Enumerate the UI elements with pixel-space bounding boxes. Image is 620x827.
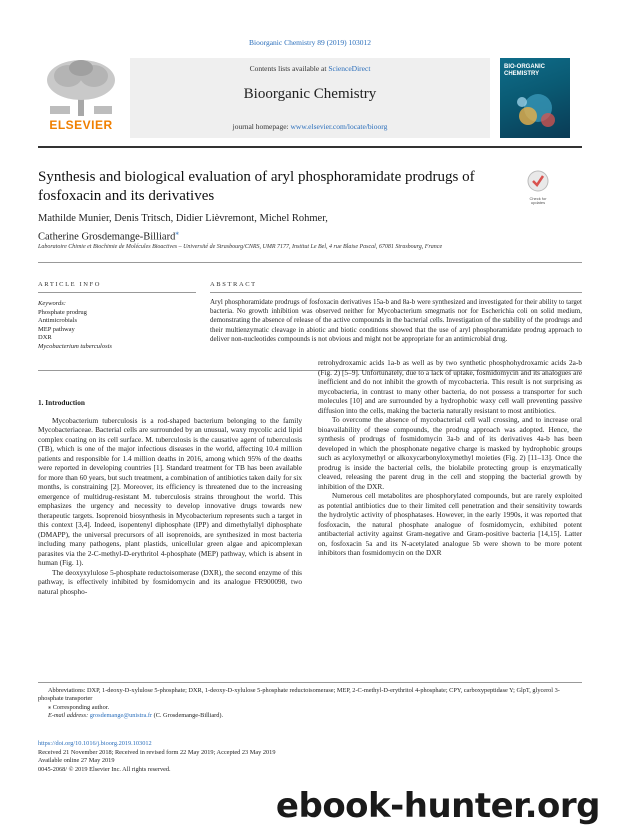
article-info-heading: ARTICLE INFO	[38, 281, 102, 288]
journal-title: Bioorganic Chemistry	[243, 86, 377, 102]
keywords-block	[38, 300, 196, 351]
header-rule	[38, 146, 582, 148]
received-dates: Received 21 November 2018; Received in revised form 22 May 2019; Accepted 23 May 2019	[38, 748, 276, 756]
contents-prefix: Contents lists available at	[249, 64, 329, 73]
email-suffix: (C. Grosdemange-Billiard).	[152, 711, 224, 719]
homepage-link[interactable]: www.elsevier.com/locate/bioorg	[290, 122, 388, 131]
cover-title: BIO-ORGANIC CHEMISTRY	[504, 64, 545, 77]
body-right-column	[318, 358, 582, 558]
contents-line	[130, 64, 490, 73]
footnote-rule	[38, 682, 582, 683]
body-paragraph: To overcome the absence of mycobacterial cell wall crossing, and to increase oral bioavailability of these compounds, the prodrug approach was adopted. Hence, the synthesis of prodrugs of fosmidomycin 3a-b and of its derivatives 4a-b has been developed in which the phosphonate negative charge is masked by hydrophobic groups such as acyloxymethyl or alkoxycarbonyloxymethyl moieties (Fig. 2) [11–13]. Once the prodrug is inside the bacterial cells, the biolabile protecting group is enzymatically cleaved, releasing the parent drug in the cell and stopping the bacterial growth by inhibition of the DXR.	[318, 415, 582, 491]
footnotes	[38, 687, 582, 720]
body-paragraph: The deoxyxylulose 5-phosphate reductoisomerase (DXR), the second enzyme of this pathway, is effectively inhibited by fosmidomycin and its analogue FR900098, two natural phospho-	[38, 567, 302, 596]
keyword-item: DXR	[38, 334, 52, 341]
corresponding-author-note: ⁎ Corresponding author.	[48, 703, 110, 711]
keyword-item: Mycobacterium tuberculosis	[38, 342, 112, 350]
author-list	[38, 212, 518, 245]
article-info-rule	[38, 292, 196, 293]
doi-link[interactable]: https://doi.org/10.1016/j.bioorg.2019.103012	[38, 740, 152, 747]
article-metadata	[38, 740, 582, 774]
crossmark-badge[interactable]	[526, 170, 550, 205]
abstract-heading: ABSTRACT	[210, 281, 257, 288]
publisher-wordmark: ELSEVIER	[49, 118, 113, 132]
body-paragraph: retrohydroxamic acids 1a-b as well as by two synthetic phosphohydroxamic acids 2a-b (Fig. 2) [5–9]. Unfortunately, due to a lack of uptake, fosmidomycin and its analogues are inefficient and do not inhibit the growth of mycobacteria. This result is not surprising as mycobacteria, in contrast to many other bacteria, do not possess a transporter for such molecules [10] and are surrounded by a hydrophobic waxy cell wall preventing passive diffusion into the cells, making the bacteria naturally resistant to most antibiotics.	[318, 358, 582, 415]
affiliation-rule	[38, 262, 582, 263]
journal-reference[interactable]: Bioorganic Chemistry 89 (2019) 103012	[249, 38, 371, 47]
article-title: Synthesis and biological evaluation of aryl phosphoramidate prodrugs of fosfoxacin and its derivatives	[38, 169, 475, 204]
section-heading-introduction: 1. Introduction	[38, 398, 85, 407]
keyword-item: Antimicrobials	[38, 317, 77, 324]
corresponding-author-mark[interactable]: ⁎	[175, 229, 179, 237]
authors-line-2: Catherine Grosdemange-Billiard	[38, 231, 176, 243]
site-watermark: ebook-hunter.org	[275, 786, 600, 826]
email-link[interactable]: grosdemange@unistra.fr	[89, 711, 153, 719]
homepage-prefix: journal homepage:	[232, 122, 291, 131]
body-left-column	[38, 398, 302, 596]
authors-line-1: Mathilde Munier, Denis Tritsch, Didier Lièvremont, Michel Rohmer,	[38, 213, 328, 224]
abstract-rule	[210, 292, 582, 293]
keyword-item: Phosphate prodrug	[38, 308, 87, 316]
keywords-label: Keywords:	[38, 300, 66, 307]
email-prefix: E-mail address:	[48, 711, 90, 719]
abstract-text: Aryl phosphoramidate prodrugs of fosfoxacin derivatives 15a-b and 8a-b were synthesized and investigated for their ability to target bacteria. No growth inhibition was observed neither for Mycobacterium smegmatis nor for Escherichia coli on solid medium, demonstrating the absence of release of the active compounds in the bacterial cells. Investigation of the stability of the prodrugs and their multienzymatic cleavage in abiotic and biotic conditions showed that the use of aryl phosphoramidate prodrug approach to deliver non-nucleotides compounds is not obvious and might not be appropriate for an antimicrobial drug.	[210, 298, 582, 343]
check-for-updates-icon	[526, 170, 550, 192]
available-online: Available online 27 May 2019	[38, 757, 115, 764]
body-paragraph: Numerous cell metabolites are phosphorylated compounds, but are rarely exploited as potential antibiotics due to their limited cell penetration and their sensitivity towards the hydrolytic activity of phosphatases. However, in the early 1990s, it was reported that fosfoxacin, the natural phosphate analogue of fosmidomycin, exhibited potent antibacterial activity against Gram-negative and Gram-positive bacteria [14,15]. Latter on, fosfoxacin 5a and its N-acetylated analogue 5b were shown to be more potent inhibitors than fosmidomycin on the DXR	[318, 491, 582, 557]
keyword-item: MEP pathway	[38, 325, 75, 333]
crossmark-label: Check for updates	[529, 196, 547, 205]
email-note	[38, 712, 582, 720]
body-paragraph: Mycobacterium tuberculosis is a rod-shaped bacterium belonging to the family Mycobacteriaceae. Bacterial cells are surrounded by an unusual, waxy mycolic acid lipid complex coating on its cell surface. M. tuberculosis is the causative agent of tuberculosis (TB), which is one of the major infectious diseases in the world, affecting 10.4 million patients and responsible for 1.4 million deaths in 2016, among which 95% of the deaths were reported in developing countries [1]. Standard treatment for TB has been available for more than 60 years, but such treatment, a combination of antibiotics taken daily for six months, is constraining [2]. Moreover, its efficiency is threatened due to the increasing emergence of multidrug-resistant M. tuberculosis strains throughout the world. This emphasizes the urgency and necessity to develop innovative drugs towards new therapeutic targets. Isoprenoid biosynthesis in Mycobacterium represents such a target in this context [3,4]. Indeed, isopentenyl diphosphate (IPP) and dimethylallyl diphosphate (DMAPP), the universal precursors of all isoprenoids, are synthesized in most bacteria including many pathogens, plant plastids, unicellular green algae and apicomplexan parasites via the 2-C-methyl-D-erythritol 4-phosphate (MEP) pathway, which is absent in human (Fig. 1).	[38, 415, 302, 567]
copyright: 0045-2068/ © 2019 Elsevier Inc. All rights reserved.	[38, 765, 171, 773]
journal-cover-image	[500, 58, 570, 138]
abbreviations-note: Abbreviations: DXP, 1-deoxy-D-xylulose 5-phosphate; DXR, 1-deoxy-D-xylulose 5-phosphate reductoisomerase; MEP, 2-C-methyl-D-erythritol 4-phosphate; CPY, carboxypeptidase Y; GlpT, glycerol 3-phosphate transporter	[38, 687, 560, 703]
affiliation: Laboratoire Chimie et Biochimie de Molécules Bioactives – Université de Strasbourg/CNRS, UMR 7177, Institut Le Bel, 4 rue Blaise Pascal, 67081 Strasbourg, France	[38, 244, 443, 250]
sciencedirect-link[interactable]: ScienceDirect	[328, 64, 371, 73]
homepage-line	[130, 122, 490, 131]
